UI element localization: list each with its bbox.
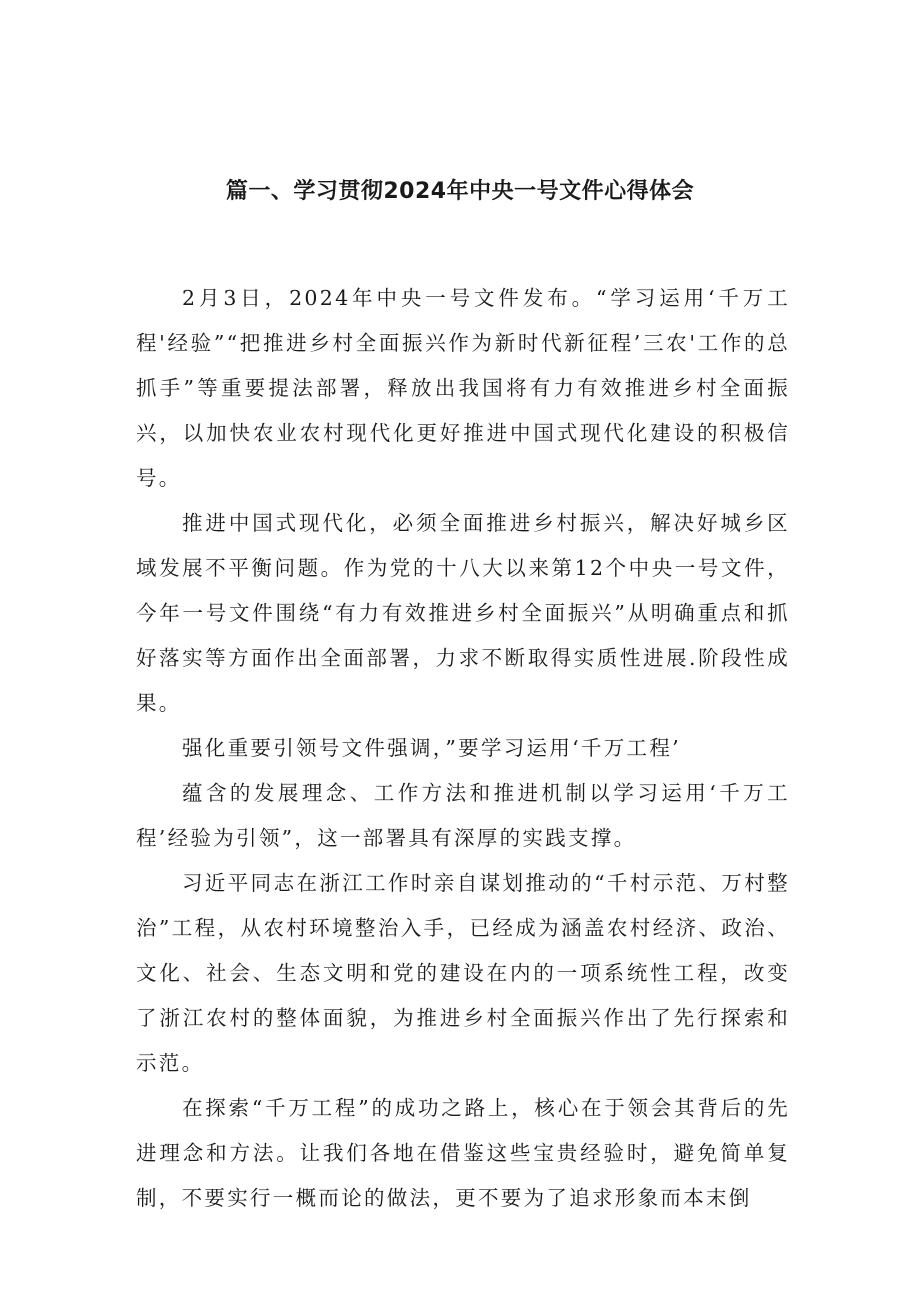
document-body [136,276,790,1221]
paragraph-1: 2月3日，2024年中央一号文件发布。“学习运用‘千万工程'经验”“把推进乡村全面振兴作为新时代新征程’三农'工作的总抓手”等重要提法部署，释放出我国将有力有效推进乡村全面振兴，以加快农业农村现代化更好推进中国式现代化建设的积极信号。 [136,286,790,490]
paragraph-5: 习近平同志在浙江工作时亲自谋划推动的“千村示范、万村整治”工程，从农村环境整治入手，已经成为涵盖农村经济、政治、文化、社会、生态文明和党的建设在内的一项系统性工程，改变了浙江农村的整体面貌，为推进乡村全面振兴作出了先行探索和示范。 [136,871,790,1075]
paragraph-3: 强化重要引领号文件强调，”要学习运用‘千万工程’ [182,736,681,760]
paragraph-6: 在探索“千万工程”的成功之路上，核心在于领会其背后的先进理念和方法。让我们各地在借鉴这些宝贵经验时，避免简单复制，不要实行一概而论的做法，更不要为了追求形象而本末倒 [136,1096,790,1210]
document-title: 篇一、学习贯彻2024年中央一号文件心得体会 [225,179,695,204]
paragraph-4: 蕴含的发展理念、工作方法和推进机制以学习运用‘千万工程’经验为引领”，这一部署具有深厚的实践支撑。 [136,781,790,850]
paragraph-2: 推进中国式现代化，必须全面推进乡村振兴，解决好城乡区域发展不平衡问题。作为党的十八大以来第12个中央一号文件，今年一号文件围绕“有力有效推进乡村全面振兴”从明确重点和抓好落实等方面作出全面部署，力求不断取得实质性进展.阶段性成果。 [136,511,790,715]
